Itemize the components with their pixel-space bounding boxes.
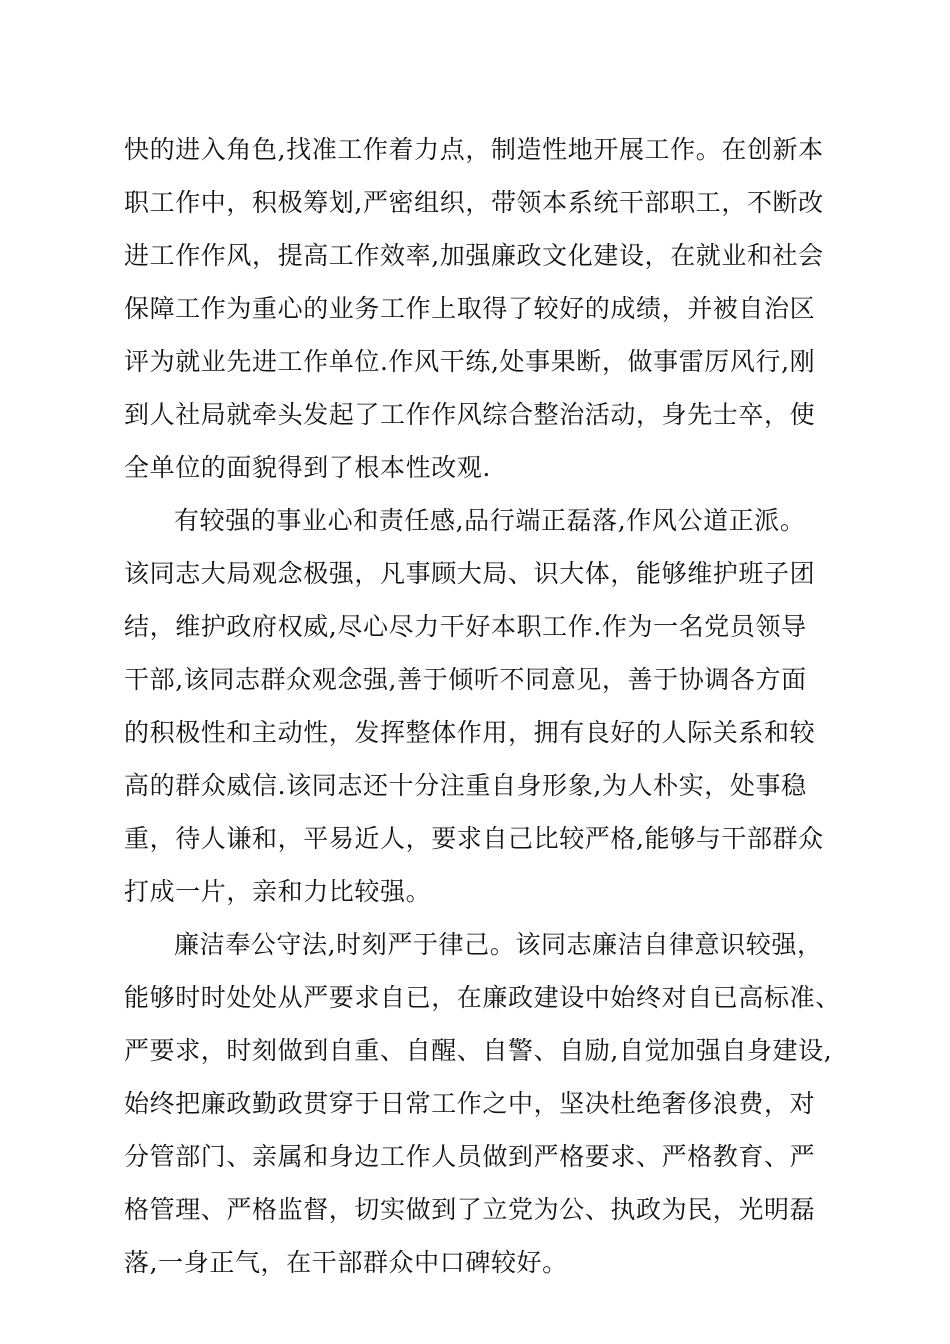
text-line: 能够时时处处从严要求自已，在廉政建设中始终对自已高标准、: [124, 983, 841, 1012]
text-line: 重，待人谦和，平易近人，要求自己比较严格,能够与干部群众: [124, 824, 824, 853]
text-line: 高的群众威信.该同志还十分注重自身形象,为人朴实，处事稳: [124, 771, 807, 800]
text-line: 的积极性和主动性，发挥整体作用，拥有良好的人际关系和较: [124, 718, 816, 747]
text-line: 到人社局就牵头发起了工作作风综合整治活动，身先士卒，使: [124, 400, 816, 429]
text-line: 严要求，时刻做到自重、自醒、自警、自励,自觉加强自身建设,: [124, 1036, 833, 1065]
text-line: 评为就业先进工作单位.作风干练,处事果断，做事雷厉风行,刚: [124, 347, 816, 376]
text-line: 进工作作风，提高工作效率,加强廉政文化建设，在就业和社会: [124, 241, 824, 270]
text-line: 格管理、严格监督，切实做到了立党为公、执政为民，光明磊: [124, 1195, 816, 1224]
text-line: 该同志大局观念极强，凡事顾大局、识大体，能够维护班子团: [124, 559, 816, 588]
paragraph-first-line: 廉洁奉公守法,时刻严于律己。该同志廉洁自律意识较强，: [174, 930, 823, 959]
paragraph-first-line: 有较强的事业心和责任感,品行端正磊落,作风公道正派。: [174, 506, 806, 535]
text-line: 始终把廉政勤政贯穿于日常工作之中，坚决杜绝奢侈浪费，对: [124, 1089, 816, 1118]
text-line: 职工作中，积极筹划,严密组织，带领本系统干部职工，不断改: [124, 188, 824, 217]
text-line: 快的进入角色,找准工作着力点，制造性地开展工作。在创新本: [124, 135, 824, 164]
text-line: 打成一片，亲和力比较强。: [124, 877, 432, 906]
text-line: 分管部门、亲属和身边工作人员做到严格要求、严格教育、严: [124, 1142, 816, 1171]
text-line: 干部,该同志群众观念强,善于倾听不同意见，善于协调各方面: [124, 665, 807, 694]
text-line: 保障工作为重心的业务工作上取得了较好的成绩，并被自治区: [124, 294, 816, 323]
text-line: 全单位的面貌得到了根本性改观.: [124, 453, 491, 482]
text-line: 结，维护政府权威,尽心尽力干好本职工作.作为一名党员领导: [124, 612, 807, 641]
text-line: 落,一身正气，在干部群众中口碑较好。: [124, 1248, 568, 1277]
